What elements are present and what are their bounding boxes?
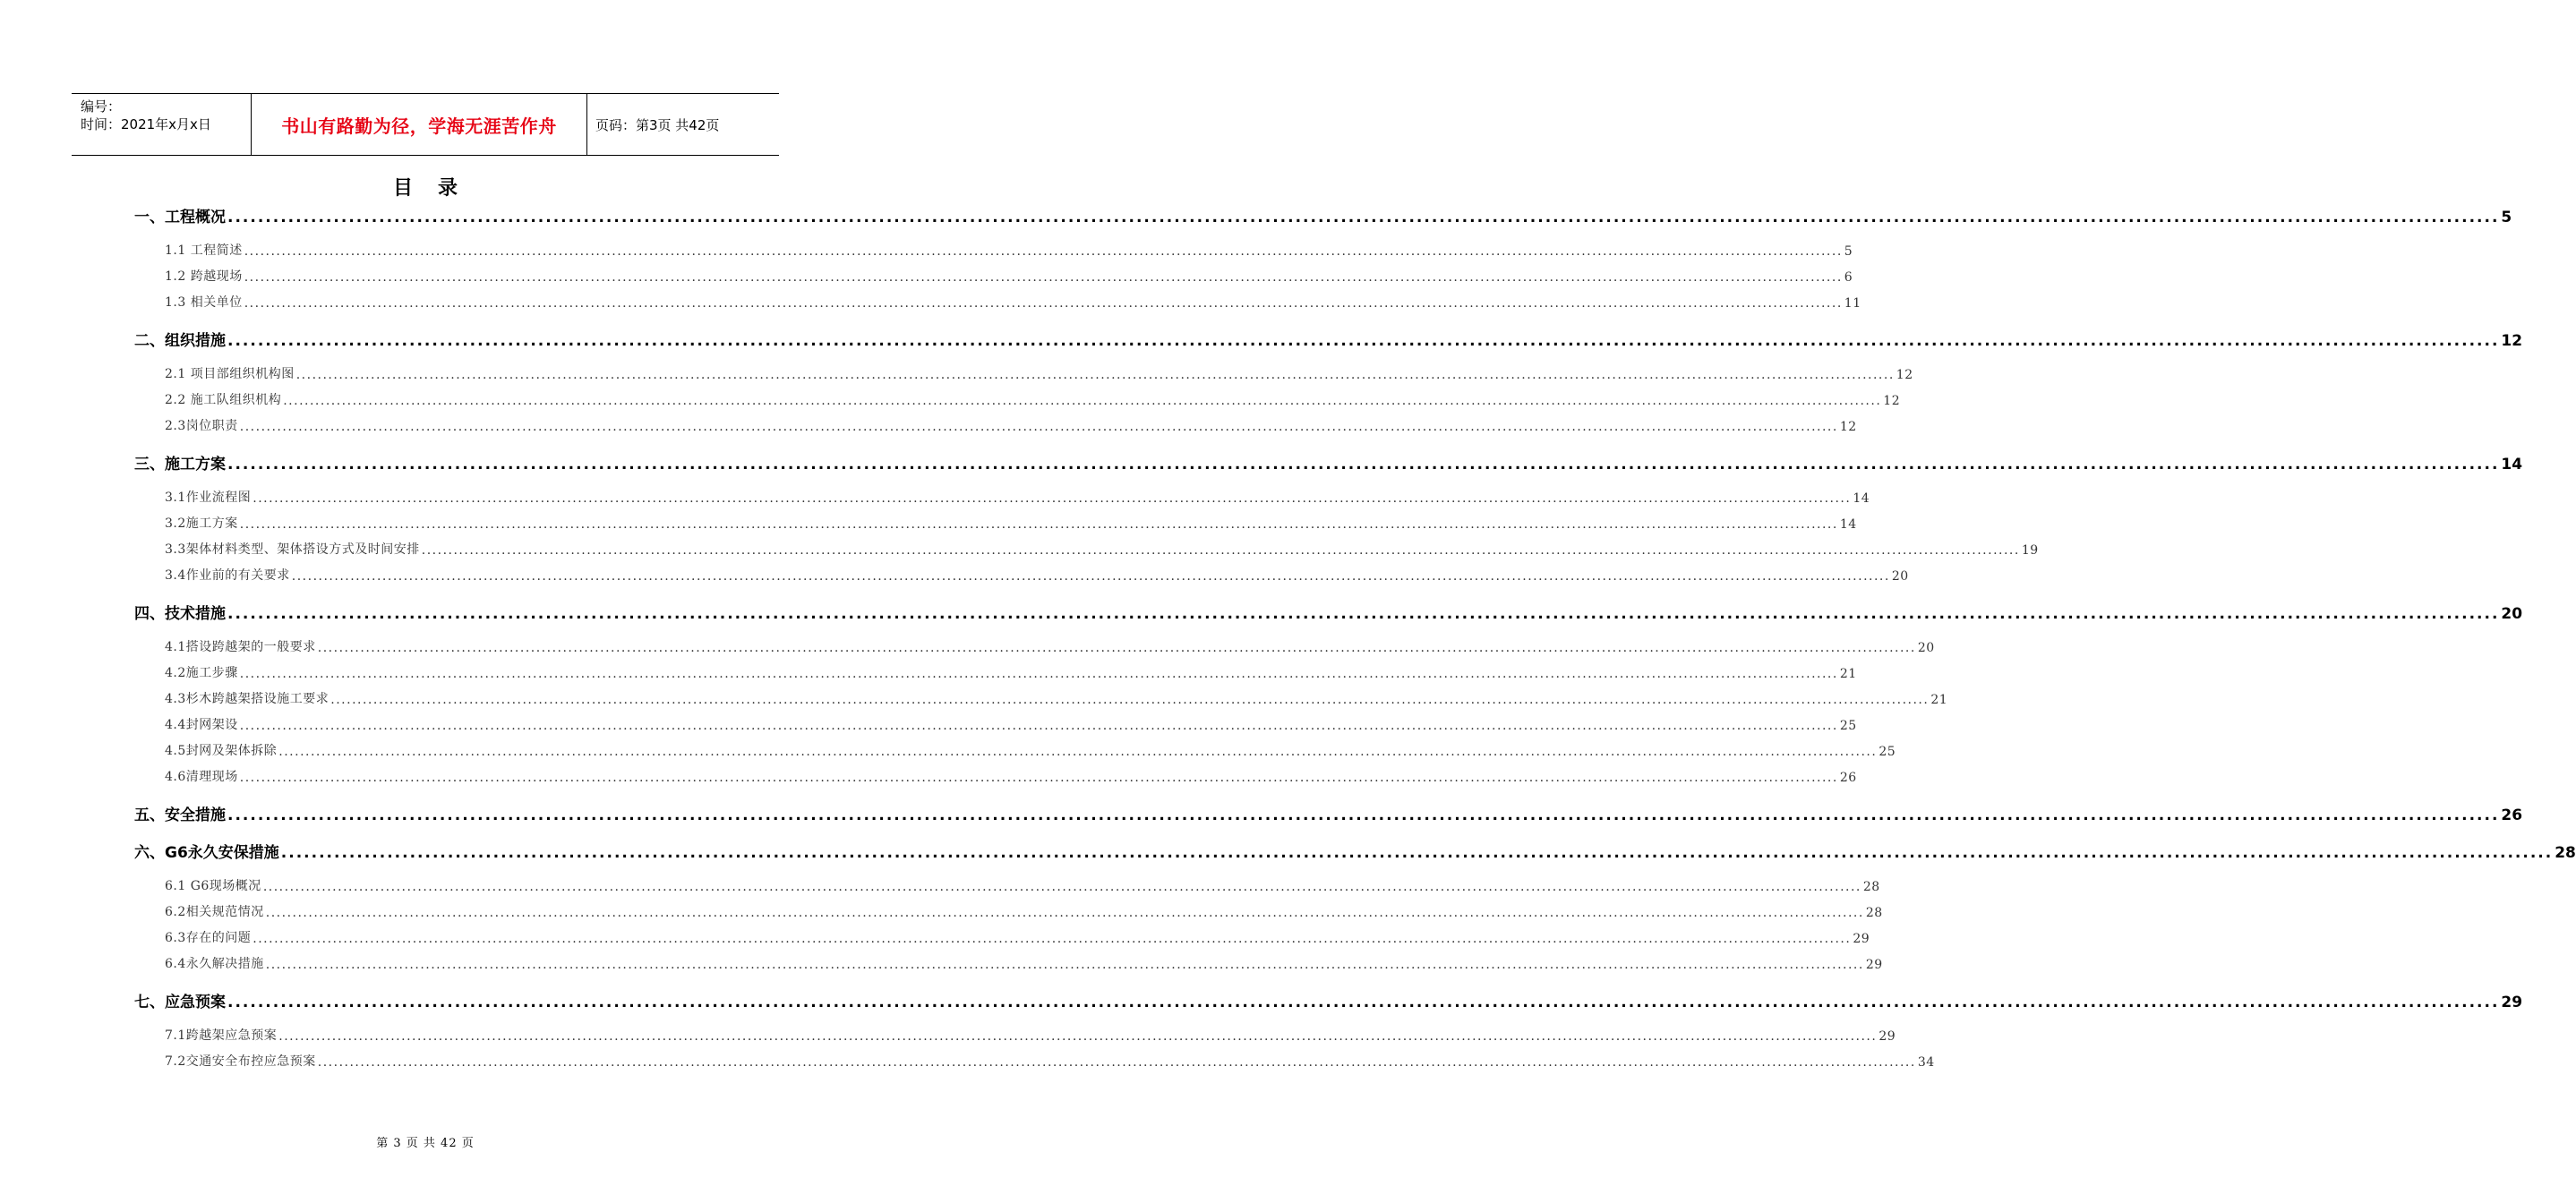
toc-page-number: 29 <box>1865 958 1883 972</box>
header-page-cell <box>586 94 779 155</box>
toc-label: 2.2 施工队组织机构 <box>165 393 282 407</box>
toc-label: 七、应急预案 <box>134 994 226 1011</box>
toc-label: 1.1 工程简述 <box>165 243 243 258</box>
toc-page-number: 28 <box>1862 880 1880 894</box>
toc-leader: ............................................................................................................................................................................................................................................................................................................ <box>239 771 1838 785</box>
toc-label: 4.4封网架设 <box>165 718 238 732</box>
toc-page-number: 6 <box>1844 270 1853 285</box>
toc-page-number: 12 <box>2501 332 2523 350</box>
toc-leader: ............................................................................................................................................................................................................................................................................................................ <box>291 569 1890 584</box>
toc-page-number: 25 <box>1839 719 1857 733</box>
toc-leader: ............................................................................................................................................................................................................................................................................................................ <box>252 491 1852 506</box>
toc-page-number: 14 <box>1853 491 1870 506</box>
toc-leader: ............................................................................................................................................................................................................................................................................................................ <box>244 296 1843 311</box>
toc-leader: ............................................................................................................................................................................................................................................................................................................ <box>262 880 1861 894</box>
toc-page-number: 12 <box>1839 420 1857 434</box>
toc-leader: ............................................................................................................................................................................................................................................................................................................ <box>244 244 1843 259</box>
toc-chapter[interactable] <box>134 990 2523 1011</box>
toc-section[interactable] <box>165 637 1935 655</box>
toc-page-number: 12 <box>1883 394 1901 408</box>
toc-leader: ............................................................................................................................................................................................................................................................................................................ <box>421 543 2020 558</box>
toc-label: 2.3岗位职责 <box>165 419 238 433</box>
toc-leader: ............................................................................................................................................................................................................................................................................................................ <box>239 719 1838 733</box>
toc-label: 3.3架体材料类型、架体搭设方式及时间安排 <box>165 542 420 557</box>
toc-page-number: 26 <box>1839 771 1857 785</box>
toc-label: 6.2相关规范情况 <box>165 905 264 919</box>
toc-leader: ............................................................................................................................................................................................................................................................................................................ <box>280 844 2554 862</box>
toc-leader: ............................................................................................................................................................................................................................................................................................................ <box>227 332 2500 350</box>
toc-page-number: 26 <box>2501 806 2523 824</box>
header-motto-cell <box>251 94 587 155</box>
toc-title: 目录 <box>392 177 483 200</box>
toc-section[interactable] <box>165 767 1857 785</box>
toc-leader: ............................................................................................................................................................................................................................................................................................................ <box>278 1029 1878 1044</box>
toc-chapter[interactable] <box>134 803 2523 824</box>
toc-leader: ............................................................................................................................................................................................................................................................................................................ <box>239 420 1838 434</box>
page-header <box>72 93 779 156</box>
toc-section[interactable] <box>165 715 1857 733</box>
toc-section[interactable] <box>165 1052 1935 1070</box>
toc-page-number: 20 <box>2501 605 2523 623</box>
toc-label: 一、工程概况 <box>134 209 226 226</box>
toc-section[interactable] <box>165 566 1909 584</box>
toc-page-number: 12 <box>1896 368 1913 382</box>
toc-page-number: 20 <box>1917 641 1935 655</box>
toc-section[interactable] <box>165 663 1857 681</box>
toc-leader: ............................................................................................................................................................................................................................................................................................................ <box>239 517 1838 532</box>
toc-leader: ............................................................................................................................................................................................................................................................................................................ <box>227 456 2500 474</box>
toc-section[interactable] <box>165 241 1853 259</box>
toc-leader: ............................................................................................................................................................................................................................................................................................................ <box>317 1055 1916 1070</box>
toc-label: 四、技术措施 <box>134 605 226 623</box>
toc-section[interactable] <box>165 267 1853 285</box>
toc-label: 4.2施工步骤 <box>165 666 238 680</box>
toc-leader: ............................................................................................................................................................................................................................................................................................................ <box>283 394 1882 408</box>
toc-label: 1.2 跨越现场 <box>165 269 243 284</box>
toc-page-number: 29 <box>2501 994 2523 1011</box>
page-info: 页码：第3页 共42页 <box>595 116 720 133</box>
toc-label: 4.6清理现场 <box>165 770 238 784</box>
toc-label: 6.1 G6现场概况 <box>165 879 261 893</box>
toc-section[interactable] <box>165 514 1857 532</box>
toc-leader: ............................................................................................................................................................................................................................................................................................................ <box>265 906 1864 920</box>
toc-page-number: 21 <box>1930 693 1948 707</box>
toc-leader: ............................................................................................................................................................................................................................................................................................................ <box>252 932 1852 946</box>
toc-label: 6.4永久解决措施 <box>165 957 264 971</box>
toc-label: 二、组织措施 <box>134 332 226 350</box>
header-left-cell <box>72 94 251 158</box>
toc-leader: ............................................................................................................................................................................................................................................................................................................ <box>227 806 2500 824</box>
toc-page-number: 5 <box>2501 209 2512 226</box>
toc-section[interactable] <box>165 390 1901 408</box>
toc-label: 3.4作业前的有关要求 <box>165 568 290 583</box>
toc-page-number: 29 <box>1879 1029 1896 1044</box>
toc-leader: ............................................................................................................................................................................................................................................................................................................ <box>227 209 2500 226</box>
toc-label: 3.1作业流程图 <box>165 491 252 505</box>
toc-label: 三、施工方案 <box>134 456 226 474</box>
toc-leader: ............................................................................................................................................................................................................................................................................................................ <box>227 605 2500 623</box>
toc-label: 4.3杉木跨越架搭设施工要求 <box>165 692 329 706</box>
toc-leader: ............................................................................................................................................................................................................................................................................................................ <box>239 667 1838 681</box>
toc-label: 六、G6永久安保措施 <box>134 844 279 862</box>
toc-section[interactable] <box>165 689 1948 707</box>
toc-section[interactable] <box>165 416 1857 434</box>
toc-chapter[interactable] <box>134 328 2523 350</box>
toc-leader: ............................................................................................................................................................................................................................................................................................................ <box>317 641 1916 655</box>
page-footer: 第 3 页 共 42 页 <box>376 1137 475 1150</box>
toc-section[interactable] <box>165 540 2039 558</box>
toc-label: 6.3存在的问题 <box>165 931 252 945</box>
toc-leader: ............................................................................................................................................................................................................................................................................................................ <box>330 693 1930 707</box>
toc-chapter[interactable] <box>134 840 2576 862</box>
toc-section[interactable] <box>165 741 1896 759</box>
toc-page-number: 5 <box>1844 244 1853 259</box>
toc-leader: ............................................................................................................................................................................................................................................................................................................ <box>278 745 1878 759</box>
toc-label: 4.5封网及架体拆除 <box>165 744 278 758</box>
toc-leader: ............................................................................................................................................................................................................................................................................................................ <box>244 270 1843 285</box>
toc-chapter[interactable] <box>134 205 2512 226</box>
toc-label: 4.1搭设跨越架的一般要求 <box>165 640 316 654</box>
toc-leader: ............................................................................................................................................................................................................................................................................................................ <box>295 368 1895 382</box>
number-label: 编号： <box>81 98 122 115</box>
toc-page-number: 28 <box>2555 844 2576 862</box>
toc-section[interactable] <box>165 488 1870 506</box>
toc-page-number: 29 <box>1853 932 1870 946</box>
toc-label: 7.2交通安全布控应急预案 <box>165 1054 316 1069</box>
toc-section[interactable] <box>165 954 1883 972</box>
toc-page-number: 11 <box>1844 296 1861 311</box>
toc-page-number: 28 <box>1865 906 1883 920</box>
time-label: 时间：2021年x月x日 <box>81 116 211 132</box>
toc-page-number: 25 <box>1879 745 1896 759</box>
toc-page-number: 14 <box>1839 517 1857 532</box>
motto-text: 书山有路勤为径，学海无涯苦作舟 <box>281 115 557 137</box>
toc-leader: ............................................................................................................................................................................................................................................................................................................ <box>227 994 2500 1011</box>
toc-leader: ............................................................................................................................................................................................................................................................................................................ <box>265 958 1864 972</box>
toc-label: 2.1 项目部组织机构图 <box>165 367 295 381</box>
toc-page-number: 19 <box>2021 543 2039 558</box>
toc-page-number: 20 <box>1891 569 1909 584</box>
toc-label: 3.2施工方案 <box>165 516 238 531</box>
toc-label: 1.3 相关单位 <box>165 295 243 310</box>
toc-section[interactable] <box>165 902 1883 920</box>
toc-section[interactable] <box>165 1026 1896 1044</box>
toc-section[interactable] <box>165 928 1870 946</box>
toc-section[interactable] <box>165 293 1861 311</box>
toc-page-number: 14 <box>2501 456 2523 474</box>
toc-label: 7.1跨越架应急预案 <box>165 1028 278 1043</box>
toc-chapter[interactable] <box>134 452 2523 474</box>
toc-page-number: 21 <box>1839 667 1857 681</box>
toc-section[interactable] <box>165 876 1880 894</box>
toc-chapter[interactable] <box>134 602 2523 623</box>
toc-label: 五、安全措施 <box>134 806 226 824</box>
toc-page-number: 34 <box>1917 1055 1935 1070</box>
toc-section[interactable] <box>165 364 1913 382</box>
